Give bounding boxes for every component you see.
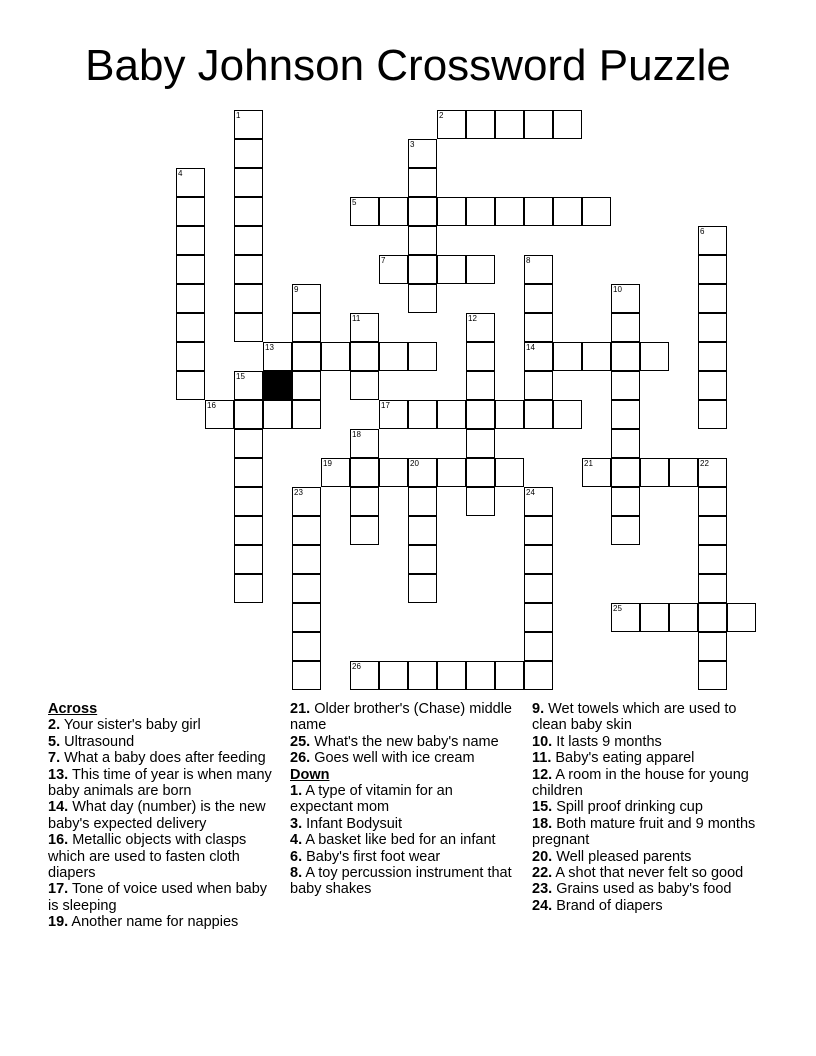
grid-cell[interactable] [611, 342, 640, 371]
clue-item-number: 5. [48, 733, 61, 750]
grid-cell[interactable] [611, 516, 640, 545]
grid-cell[interactable] [698, 226, 727, 255]
grid-cell[interactable] [437, 255, 466, 284]
clue-number: 7 [381, 256, 386, 265]
clue-item-number: 14. [48, 799, 69, 816]
grid-cell[interactable] [698, 632, 727, 661]
grid-cell[interactable] [292, 371, 321, 400]
clue-item-text: Tone of voice used when baby is sleeping [48, 881, 268, 914]
grid-cell[interactable] [611, 429, 640, 458]
clue-number: 22 [700, 459, 709, 468]
grid-cell[interactable] [379, 400, 408, 429]
grid-cell[interactable] [524, 574, 553, 603]
grid-cell[interactable] [350, 487, 379, 516]
clue-item-text: This time of year is when many baby animals are born [48, 766, 272, 800]
grid-cell[interactable] [611, 313, 640, 342]
across-heading: Across [48, 701, 98, 717]
grid-cell[interactable] [698, 313, 727, 342]
clue-item-text: A toy percussion instrument that baby shakes [290, 865, 512, 898]
grid-cell[interactable] [582, 342, 611, 371]
grid-cell[interactable] [437, 458, 466, 487]
clue-item [532, 865, 762, 881]
grid-cell[interactable] [640, 342, 669, 371]
grid-cell[interactable] [408, 516, 437, 545]
clue-item [290, 701, 518, 734]
grid-cell[interactable] [698, 400, 727, 429]
grid-cell[interactable] [176, 226, 205, 255]
grid-cell[interactable] [495, 661, 524, 690]
grid-cell[interactable] [292, 661, 321, 690]
clue-item-number: 12. [532, 766, 553, 783]
grid-cell[interactable] [727, 603, 756, 632]
clue-item-number: 26. [290, 750, 311, 767]
clue-item-number: 4. [290, 832, 303, 849]
grid-cell[interactable] [437, 197, 466, 226]
clue-item [532, 799, 762, 815]
clue-number: 23 [294, 488, 303, 497]
clue-item-text: What a baby does after feeding [60, 750, 266, 767]
grid-cell[interactable] [292, 516, 321, 545]
clue-item [48, 799, 276, 832]
clue-number: 19 [323, 459, 332, 468]
clue-item-number: 21. [290, 701, 311, 717]
clue-number: 13 [265, 343, 274, 352]
grid-cell[interactable] [234, 226, 263, 255]
grid-cell[interactable] [611, 400, 640, 429]
grid-cell[interactable] [698, 603, 727, 632]
clue-item [532, 849, 762, 865]
clue-item-text: Grains used as baby's food [552, 881, 732, 898]
grid-cell[interactable] [350, 197, 379, 226]
grid-cell[interactable] [524, 632, 553, 661]
grid-cell[interactable] [495, 197, 524, 226]
grid-cell[interactable] [553, 197, 582, 226]
grid-cell[interactable] [466, 313, 495, 342]
grid-cell[interactable] [379, 255, 408, 284]
grid-cell[interactable] [524, 487, 553, 516]
grid-cell[interactable] [582, 458, 611, 487]
grid-cell[interactable] [437, 400, 466, 429]
grid-cell[interactable] [466, 429, 495, 458]
clue-number: 17 [381, 401, 390, 410]
clue-number: 5 [352, 198, 357, 207]
clue-number: 26 [352, 662, 361, 671]
clue-item-text: What day (number) is the new baby's expected delivery [48, 799, 266, 832]
clue-item [48, 717, 276, 733]
grid-cell[interactable] [553, 110, 582, 139]
grid-cell[interactable] [669, 458, 698, 487]
grid-cell[interactable] [292, 400, 321, 429]
grid-cell[interactable] [698, 574, 727, 603]
grid-cell[interactable] [524, 197, 553, 226]
grid-cell[interactable] [408, 255, 437, 284]
grid-cell[interactable] [350, 516, 379, 545]
clue-item-text: Spill proof drinking cup [552, 799, 703, 816]
grid-cell[interactable] [408, 168, 437, 197]
grid-cell[interactable] [437, 110, 466, 139]
grid-cell[interactable] [292, 632, 321, 661]
grid-cell[interactable] [292, 313, 321, 342]
grid-cell[interactable] [466, 255, 495, 284]
clue-item [532, 750, 762, 766]
grid-cell[interactable] [466, 110, 495, 139]
clue-item-text: A type of vitamin for an expectant mom [290, 783, 453, 816]
grid-cell[interactable] [611, 458, 640, 487]
clue-item-number: 17. [48, 881, 69, 898]
grid-cell[interactable] [524, 603, 553, 632]
grid-cell[interactable] [408, 226, 437, 255]
grid-cell[interactable] [176, 197, 205, 226]
clue-item-number: 22. [532, 865, 553, 882]
grid-cell[interactable] [408, 574, 437, 603]
clue-item-text: A basket like bed for an infant [302, 832, 496, 849]
grid-cell[interactable] [292, 487, 321, 516]
grid-cell[interactable] [524, 313, 553, 342]
grid-cell[interactable] [321, 458, 350, 487]
clue-item [48, 881, 276, 914]
clue-item [48, 734, 276, 750]
grid-cell[interactable] [611, 603, 640, 632]
grid-cell[interactable] [350, 661, 379, 690]
grid-cell[interactable] [350, 313, 379, 342]
clue-number: 6 [700, 227, 705, 236]
clue-item-text: Older brother's (Chase) middle name [290, 701, 512, 734]
grid-cell[interactable] [698, 545, 727, 574]
clue-item-number: 11. [532, 750, 552, 767]
grid-cell[interactable] [698, 255, 727, 284]
clue-item-number: 9. [532, 701, 545, 717]
grid-cell[interactable] [263, 400, 292, 429]
clue-number: 4 [178, 169, 183, 178]
clue-item [532, 734, 762, 750]
clue-item-text: Wet towels which are used to clean baby skin [532, 701, 737, 734]
clue-number: 3 [410, 140, 415, 149]
grid-cell[interactable] [234, 429, 263, 458]
clue-item-text: Well pleased parents [552, 848, 692, 865]
grid-cell[interactable] [698, 458, 727, 487]
grid-cell[interactable] [698, 516, 727, 545]
grid-cell[interactable] [466, 487, 495, 516]
grid-cell[interactable] [234, 168, 263, 197]
clue-item-text: What's the new baby's name [310, 733, 499, 750]
clue-item [290, 734, 518, 750]
grid-cell[interactable] [379, 661, 408, 690]
clue-item [532, 701, 762, 734]
grid-cell[interactable] [611, 371, 640, 400]
clue-number: 24 [526, 488, 535, 497]
grid-cell[interactable] [234, 400, 263, 429]
grid-cell[interactable] [292, 545, 321, 574]
grid-cell[interactable] [408, 342, 437, 371]
clue-item [532, 816, 762, 849]
clue-number: 9 [294, 285, 299, 294]
clue-number: 20 [410, 459, 419, 468]
clue-item-number: 3. [290, 815, 303, 832]
clue-item-text: Another name for nappies [68, 914, 239, 931]
clue-item [532, 881, 762, 897]
grid-cell[interactable] [524, 516, 553, 545]
clue-item-text: Both mature fruit and 9 months pregnant [532, 815, 756, 849]
grid-cell[interactable] [292, 603, 321, 632]
clue-item-text: Metallic objects with clasps which are used to fasten cloth diapers [48, 832, 247, 882]
page-title: Baby Johnson Crossword Puzzle [85, 41, 731, 90]
grid-cell[interactable] [234, 139, 263, 168]
clue-number: 8 [526, 256, 531, 265]
clue-item-number: 2. [48, 717, 61, 734]
grid-cell[interactable] [408, 661, 437, 690]
grid-cell[interactable] [466, 342, 495, 371]
grid-cell[interactable] [176, 168, 205, 197]
grid-cell[interactable] [292, 284, 321, 313]
grid-cell[interactable] [408, 197, 437, 226]
clue-item [290, 816, 518, 832]
grid-cell[interactable] [553, 342, 582, 371]
clue-item-text: A shot that never felt so good [552, 865, 744, 882]
clue-number: 12 [468, 314, 477, 323]
clue-item-number: 10. [532, 733, 553, 750]
clue-item-number: 19. [48, 914, 69, 931]
grid-cell[interactable] [495, 400, 524, 429]
grid-cell[interactable] [553, 400, 582, 429]
clue-item-number: 25. [290, 733, 311, 750]
grid-cell[interactable] [698, 284, 727, 313]
grid-cell[interactable] [176, 313, 205, 342]
grid-cell[interactable] [524, 545, 553, 574]
grid-cell[interactable] [466, 400, 495, 429]
grid-cell[interactable] [234, 574, 263, 603]
grid-cell[interactable] [495, 458, 524, 487]
grid-cell[interactable] [640, 603, 669, 632]
clue-item-text: A room in the house for young children [532, 766, 749, 800]
grid-cell[interactable] [408, 458, 437, 487]
grid-cell[interactable] [466, 661, 495, 690]
grid-cell[interactable] [408, 487, 437, 516]
clue-number: 14 [526, 343, 535, 352]
grid-cell[interactable] [234, 255, 263, 284]
grid-cell[interactable] [640, 458, 669, 487]
clue-item-number: 15. [532, 799, 553, 816]
grid-cell[interactable] [234, 197, 263, 226]
grid-cell[interactable] [350, 342, 379, 371]
grid-cell[interactable] [698, 487, 727, 516]
grid-cell[interactable] [234, 487, 263, 516]
grid-cell[interactable] [698, 371, 727, 400]
clue-item-text: Baby's first foot wear [302, 848, 441, 865]
clue-number: 10 [613, 285, 622, 294]
grid-cell[interactable] [234, 313, 263, 342]
blocked-cell [263, 371, 292, 400]
clue-item [48, 914, 276, 930]
grid-cell[interactable] [350, 429, 379, 458]
grid-cell[interactable] [524, 661, 553, 690]
clue-item [290, 750, 518, 766]
grid-cell[interactable] [176, 342, 205, 371]
clue-item-text: Brand of diapers [552, 897, 663, 914]
clue-item-text: Your sister's baby girl [60, 717, 201, 734]
grid-cell[interactable] [292, 342, 321, 371]
grid-cell[interactable] [437, 661, 466, 690]
clue-number: 1 [236, 111, 241, 120]
clue-item-number: 20. [532, 848, 553, 865]
grid-cell[interactable] [292, 574, 321, 603]
clue-item-text: Goes well with ice cream [310, 750, 475, 767]
grid-cell[interactable] [379, 458, 408, 487]
clue-item-number: 13. [48, 766, 69, 783]
grid-cell[interactable] [263, 342, 292, 371]
clue-number: 16 [207, 401, 216, 410]
clues-column-2 [290, 701, 518, 898]
grid-cell[interactable] [582, 197, 611, 226]
grid-cell[interactable] [669, 603, 698, 632]
grid-cell[interactable] [176, 255, 205, 284]
grid-cell[interactable] [350, 371, 379, 400]
grid-cell[interactable] [176, 284, 205, 313]
grid-cell[interactable] [234, 545, 263, 574]
grid-cell[interactable] [524, 342, 553, 371]
clue-number: 21 [584, 459, 593, 468]
grid-cell[interactable] [495, 110, 524, 139]
down-heading: Down [290, 766, 330, 783]
clue-number: 25 [613, 604, 622, 613]
clue-item [290, 865, 518, 898]
clue-item-number: 6. [290, 848, 303, 865]
grid-cell[interactable] [466, 458, 495, 487]
clue-item [532, 767, 762, 800]
clue-number: 2 [439, 111, 444, 120]
clue-number: 15 [236, 372, 245, 381]
clue-item-number: 7. [48, 750, 61, 767]
grid-cell[interactable] [234, 516, 263, 545]
clue-item [48, 832, 276, 881]
grid-cell[interactable] [698, 342, 727, 371]
grid-cell[interactable] [524, 255, 553, 284]
grid-cell[interactable] [234, 371, 263, 400]
clue-item [290, 832, 518, 848]
clue-item [48, 750, 276, 766]
grid-cell[interactable] [408, 545, 437, 574]
clues-column-3 [532, 701, 762, 914]
grid-cell[interactable] [408, 400, 437, 429]
grid-cell[interactable] [234, 284, 263, 313]
clue-number: 11 [352, 314, 361, 323]
grid-cell[interactable] [524, 371, 553, 400]
clue-item-number: 24. [532, 897, 553, 914]
grid-cell[interactable] [466, 197, 495, 226]
clue-item [290, 849, 518, 865]
clue-item-number: 8. [290, 865, 303, 882]
grid-cell[interactable] [408, 284, 437, 313]
grid-cell[interactable] [524, 110, 553, 139]
clue-item-number: 23. [532, 881, 553, 898]
clue-item-text: Baby's eating apparel [551, 750, 695, 767]
clue-item-text: Ultrasound [60, 733, 135, 750]
grid-cell[interactable] [698, 661, 727, 690]
grid-cell[interactable] [321, 342, 350, 371]
clue-item-number: 18. [532, 815, 553, 832]
clue-item-number: 1. [290, 783, 303, 800]
grid-cell[interactable] [524, 284, 553, 313]
grid-cell[interactable] [379, 342, 408, 371]
grid-cell[interactable] [611, 284, 640, 313]
clues-column-1 [48, 701, 276, 931]
grid-cell[interactable] [350, 458, 379, 487]
grid-cell[interactable] [408, 139, 437, 168]
clue-item [532, 898, 762, 914]
grid-cell[interactable] [234, 458, 263, 487]
clue-item [48, 767, 276, 800]
grid-cell[interactable] [466, 371, 495, 400]
clue-number: 18 [352, 430, 361, 439]
clue-item-text: Infant Bodysuit [302, 815, 403, 832]
grid-cell[interactable] [611, 487, 640, 516]
grid-cell[interactable] [234, 110, 263, 139]
grid-cell[interactable] [205, 400, 234, 429]
clue-item-number: 16. [48, 832, 69, 849]
grid-cell[interactable] [379, 197, 408, 226]
clue-item [290, 783, 518, 816]
clue-item-text: It lasts 9 months [552, 733, 662, 750]
grid-cell[interactable] [176, 371, 205, 400]
grid-cell[interactable] [524, 400, 553, 429]
